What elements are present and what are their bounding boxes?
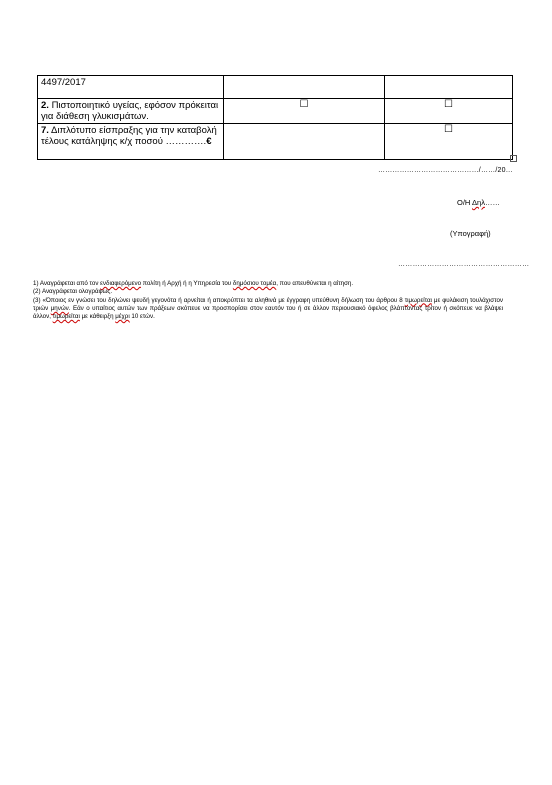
item-number: 7.	[41, 125, 49, 136]
signer-word: Δηλ	[472, 198, 485, 207]
footnote-3: (3) «Όποιος εν γνώσει του δηλώνει ψευδή γεγονότα ή αρνείται ή αποκρύπτει τα αληθινά με έγγραφη υπεύθυνη δήλωση του άρθρου 8 τιμωρείται με φυλάκιση τουλάχιστον τριών μηνών. Εάν ο υπαίτιος αυτών των πράξεων σκόπευε να προσπορίσει στον εαυτόν του ή σε άλλον περιουσιακό όφελος βλάπτοντας τρίτον ή σκόπευε να βλάψει άλλον, τιμωρείται με κάθειρξη μέχρι 10 ετών.	[33, 296, 504, 321]
checkbox-icon[interactable]: ☐	[444, 124, 453, 135]
check-cell	[224, 76, 385, 99]
check-cell	[224, 99, 385, 124]
signature-line: ………………………………………………	[398, 261, 530, 268]
checkbox-icon[interactable]: ☐	[299, 99, 309, 110]
check-cell	[385, 99, 513, 124]
document-label: Διπλότυπο είσπραξης για την καταβολή τέλους κατάληψης κ/χ ποσού ………….	[41, 125, 217, 147]
documents-table	[37, 75, 513, 160]
table-row	[38, 76, 513, 99]
footnote-1: 1) Αναγράφεται από τον ενδιαφερόμενο πολίτη ή Αρχή ή η Υπηρεσία του δημόσιου τομέα, που απευθύνεται η αίτηση.	[33, 280, 354, 287]
document-label-cell	[38, 76, 224, 99]
document-label-cell	[38, 99, 224, 124]
document-label: Πιστοποιητικό υγείας, εφόσον πρόκειται για διάθεση γλυκισμάτων.	[41, 100, 219, 122]
item-number: 2.	[41, 100, 49, 111]
signature-label: (Υπογραφή)	[450, 229, 491, 238]
table-resize-handle[interactable]	[510, 155, 517, 162]
euro-sign: €	[206, 136, 212, 147]
footnote-2: (2) Αναγράφεται ολογράφως.	[33, 288, 113, 296]
footnotes	[33, 280, 503, 321]
date-line: ……………………………………/……/20…	[378, 167, 513, 174]
check-cell	[224, 124, 385, 160]
table-row	[38, 99, 513, 124]
check-cell	[385, 76, 513, 99]
signer-label: Ο/Η Δηλ……	[457, 198, 500, 207]
document-label-cell	[38, 124, 224, 160]
table-row	[38, 124, 513, 160]
document-label: 4497/2017	[41, 77, 86, 88]
checkbox-icon[interactable]: ☐	[444, 99, 453, 110]
check-cell	[385, 124, 513, 160]
